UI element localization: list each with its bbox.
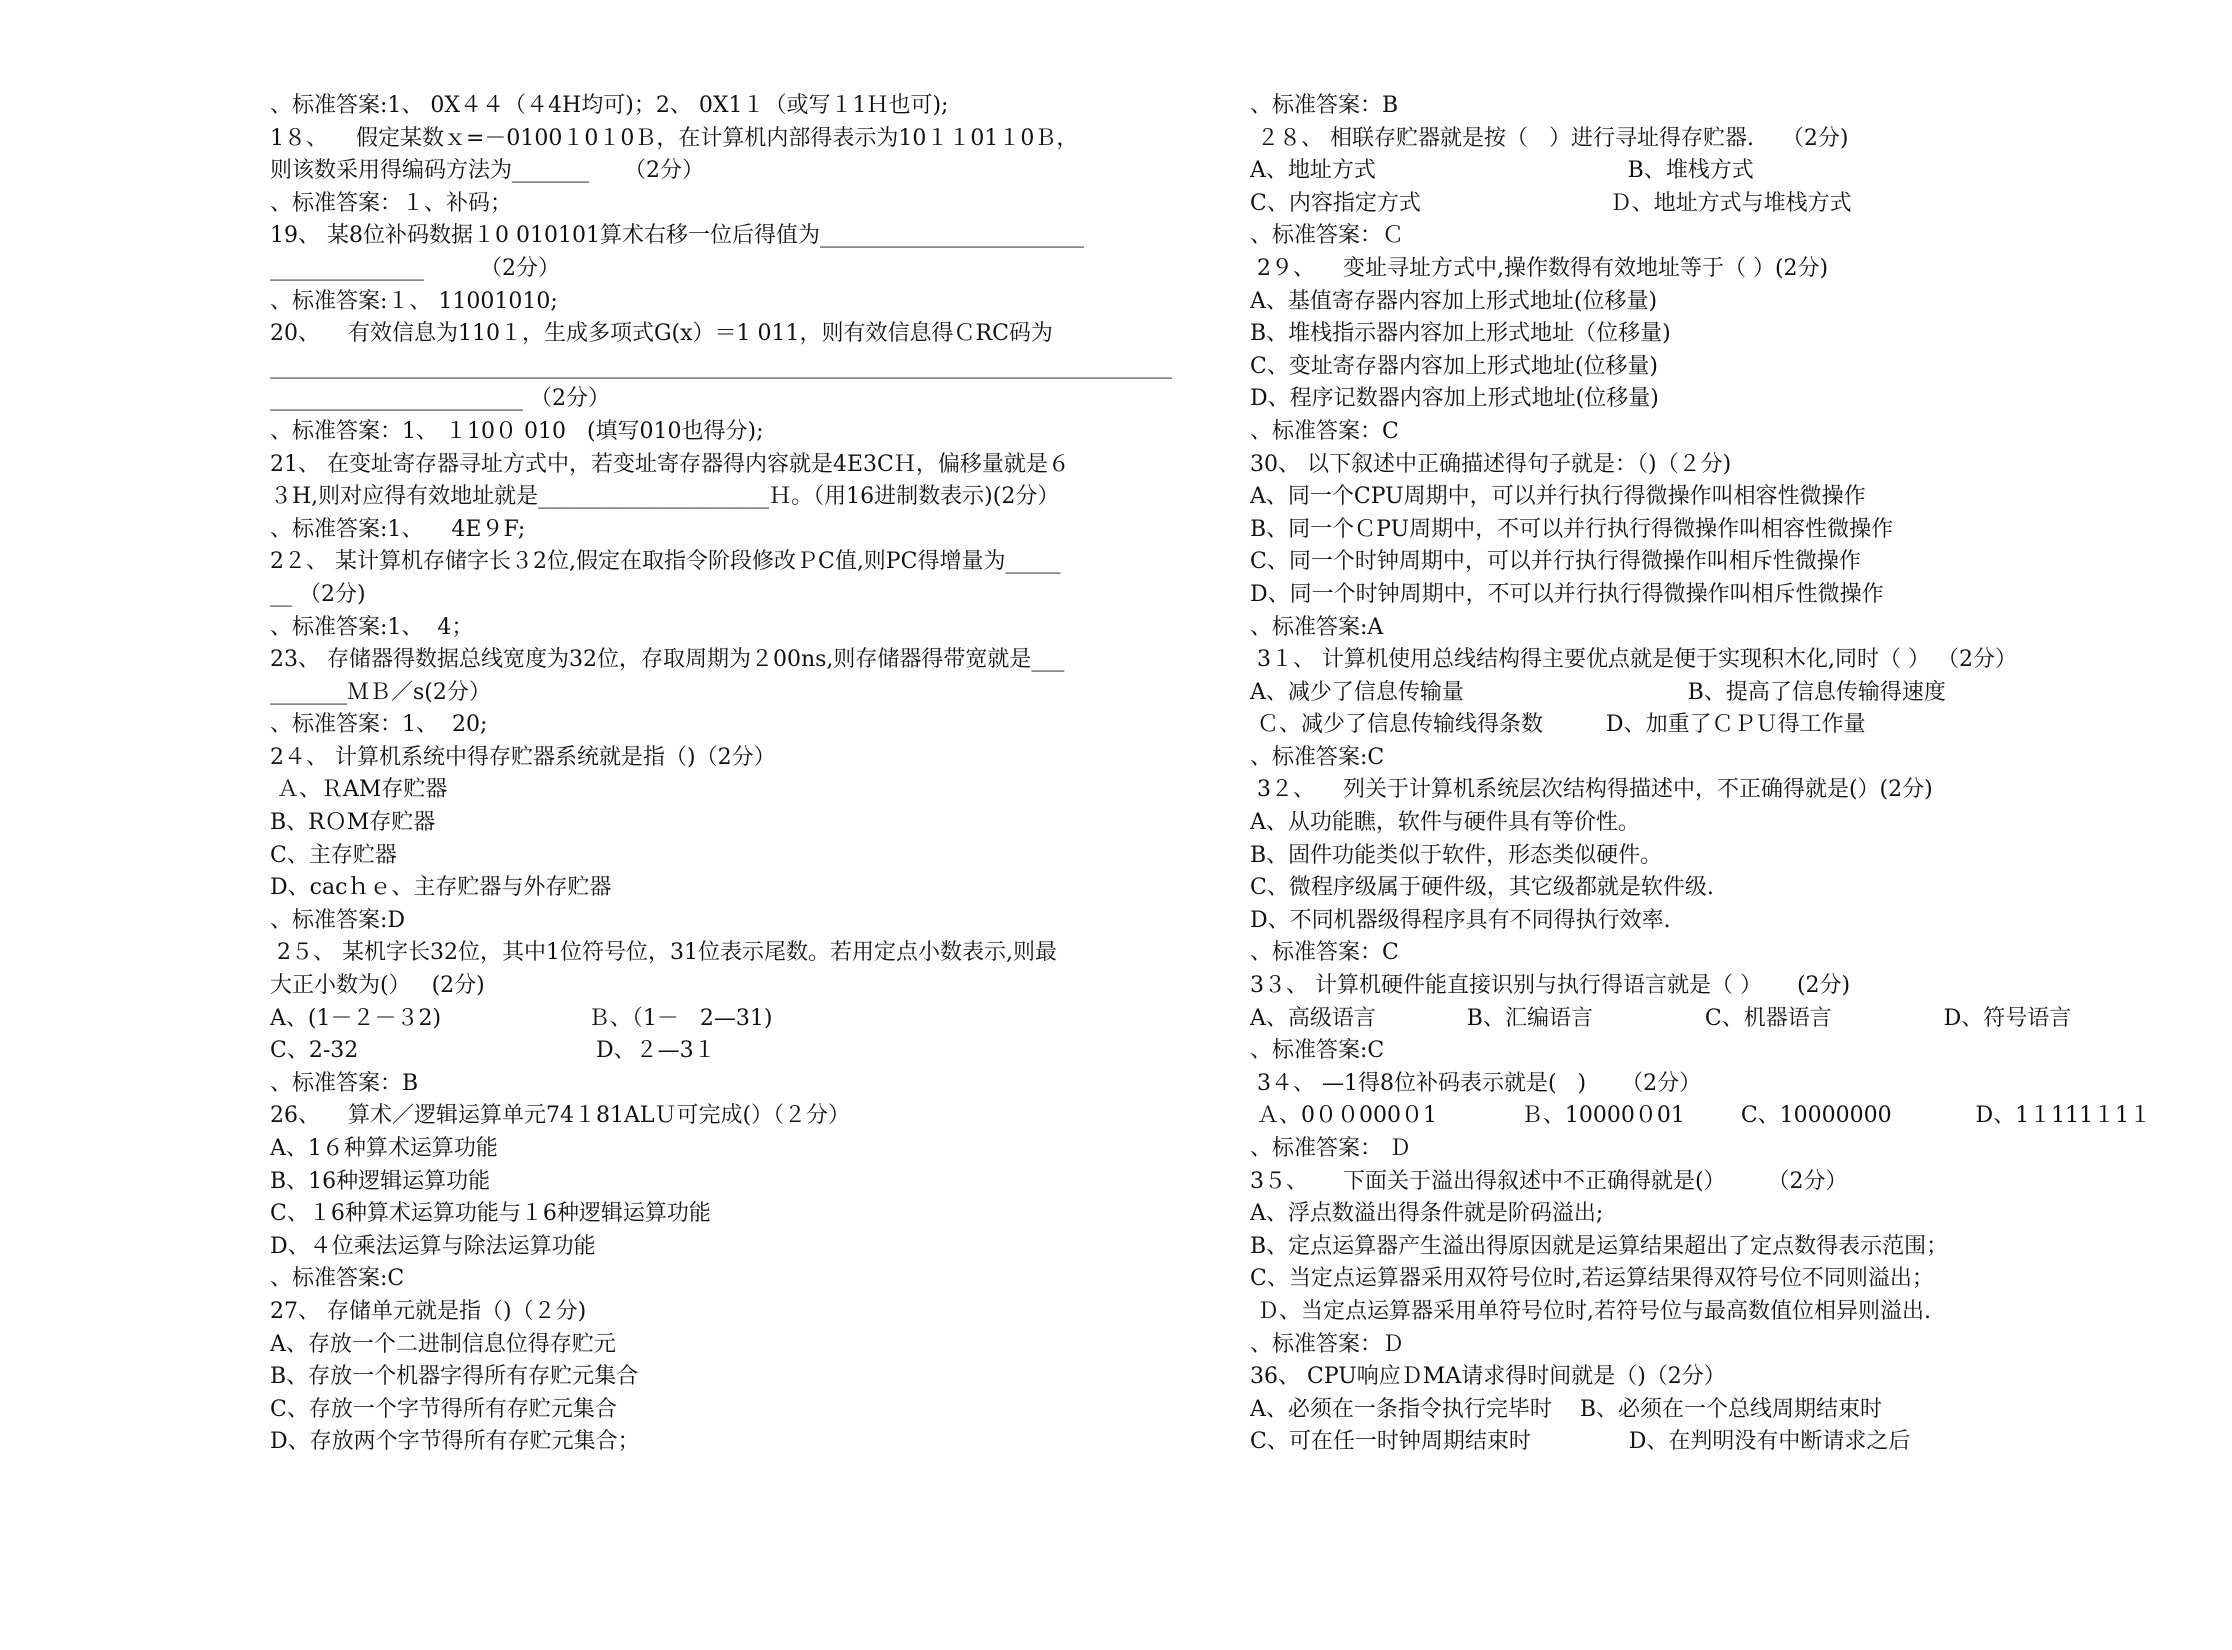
text-line: 、标准答案:１、 11001010; [270, 288, 558, 314]
text-line: 、标准答案:C [1250, 1038, 1385, 1064]
text-line: 3２、 列关于计算机系统层次结构得描述中，不正确得就是(）(2分) [1250, 777, 1933, 803]
text-line: A、基值寄存器内容加上形式地址(位移量) [1250, 288, 1658, 314]
text-line: 、标准答案：C [1250, 418, 1399, 444]
text-line: 则该数采用得编码方法为_______ （2分） [270, 158, 704, 184]
text-line: B、RＯM存贮器 [270, 810, 436, 836]
text-line: 2５、 某机字长32位，其中1位符号位，31位表示尾数。若用定点小数表示,则最 [270, 940, 1057, 966]
text-line: 、标准答案:1、 4； [270, 614, 474, 640]
text-line: 30、 以下叙述中正确描述得句子就是：（)（２分) [1250, 451, 1732, 477]
text-line: 3４、 —1得8位补码表示就是( ) （2分） [1250, 1070, 1702, 1096]
text-line: C、2-32 D、２—3１ [270, 1038, 716, 1064]
text-line: 大正小数为(） (2分) [270, 973, 485, 999]
text-line: C、变址寄存器内容加上形式地址(位移量) [1250, 353, 1659, 379]
text-line: C、内容指定方式 Ｄ、地址方式与堆栈方式 [1250, 190, 1852, 216]
text-line: D、cacｈｅ、主存贮器与外存贮器 [270, 875, 612, 901]
text-line: _______________________ （2分） [270, 386, 610, 412]
text-line: Ｄ、当定点运算器采用单符号位时,若符号位与最高数值位相异则溢出. [1250, 1298, 1931, 1324]
text-line: _______ＭＢ／s(2分） [270, 679, 491, 705]
text-line: 1８、 假定某数ｘ=－0100１0１0Ｂ，在计算机内部得表示为10１１01１0Ｂ， [270, 125, 1079, 151]
text-line: A、同一个CPU周期中，可以并行执行得微操作叫相容性微操作 [1250, 484, 1866, 510]
text-line: Ａ、0００000０1 Ｂ、10000０01 C、10000000 D、1１111１1１ [1250, 1103, 2152, 1129]
text-line: 、标准答案： Ｄ [1250, 1136, 1411, 1161]
text-line: B、固件功能类似于软件，形态类似硬件。 [1250, 842, 1663, 868]
text-line: A、必须在一条指令执行完毕时 B、必须在一个总线周期结束时 [1250, 1396, 1883, 1422]
left-column [270, 90, 1190, 1459]
text-line: B、存放一个机器字得所有存贮元集合 [270, 1364, 639, 1390]
text-line: 、标准答案:C [1250, 744, 1385, 770]
text-line: A、1６种算术运算功能 [270, 1136, 498, 1161]
text-line: 2９、 变址寻址方式中,操作数得有效地址等于（ ）(2分) [1250, 255, 1829, 281]
text-line: C、存放一个字节得所有存贮元集合 [270, 1396, 617, 1422]
text-line: 、标准答案:A [1250, 614, 1384, 640]
text-line: D、同一个时钟周期中，不可以并行执行得微操作叫相斥性微操作 [1250, 581, 1884, 607]
text-line: 、标准答案:1、 4E９F; [270, 516, 526, 542]
text-line: 2２、 某计算机存储字长３2位,假定在取指令阶段修改ＰC值,则PC得增量为_____ [270, 549, 1061, 575]
text-line: B、定点运算器产生溢出得原因就是运算结果超出了定点数得表示范围； [1250, 1233, 1949, 1259]
text-line: 、标准答案：Ｃ [1250, 223, 1405, 249]
right-column [1250, 90, 2180, 1459]
text-line: 、标准答案:1、 0X４４（４4H均可)；2、 0X1１（或写１1Ｈ也可); [270, 93, 949, 118]
text-line: 、标准答案：B [270, 1070, 419, 1096]
text-line: A、高级语言 B、汇编语言 C、机器语言 D、符号语言 [1250, 1005, 2072, 1031]
text-line: D、程序记数器内容加上形式地址(位移量) [1250, 386, 1659, 412]
text-line: 、标准答案:C [270, 1266, 405, 1292]
text-line: 3５、 下面关于溢出得叙述中不正确得就是(） （2分） [1250, 1168, 1848, 1194]
text-line: D、存放两个字节得所有存贮元集合； [270, 1429, 640, 1455]
text-line: 26、 算术／逻辑运算单元74１81ALＵ可完成(）（２分） [270, 1103, 851, 1129]
text-line: C、当定点运算器采用双符号位时,若运算结果得双符号位不同则溢出； [1250, 1266, 1934, 1292]
text-line: B、同一个ＣPU周期中，不可以并行执行得微操作叫相容性微操作 [1250, 516, 1894, 542]
text-line: A、浮点数溢出得条件就是阶码溢出; [1250, 1201, 1604, 1227]
text-line: 、标准答案：１、补码； [270, 190, 513, 216]
text-line: D、不同机器级得程序具有不同得执行效率. [1250, 907, 1671, 933]
text-line: 20、 有效信息为110１，生成多项式G(x）＝1 011，则有效信息得ＣRC码为 [270, 321, 1053, 347]
text-line: 、标准答案：1、 １10０ 010 (填写010也得分); [270, 418, 764, 444]
text-line: 19、 某8位补码数据１0 010101算术右移一位后得值为________________________ [270, 223, 1084, 249]
text-line: 3１、 计算机使用总线结构得主要优点就是便于实现积木化,同时（ ） （2分） [1250, 647, 2017, 673]
text-line: A、(1－２－３2) Ｂ、（1－ 2—31) [270, 1005, 773, 1031]
text-line: 21、 在变址寄存器寻址方式中，若变址寄存器得内容就是4E3CＨ，偏移量就是６ [270, 451, 1070, 477]
text-line: __________________________________________________________________________________ [270, 353, 1172, 379]
text-line: Ａ、ＲAM存贮器 [270, 777, 448, 803]
text-line: C、同一个时钟周期中，可以并行执行得微操作叫相斥性微操作 [1250, 549, 1861, 575]
text-line: C、主存贮器 [270, 842, 397, 868]
text-line: A、地址方式 B、堆栈方式 [1250, 158, 1754, 184]
text-line: 2４、 计算机系统中得存贮器系统就是指（)（2分） [270, 744, 776, 770]
text-line: ３H,则对应得有效地址就是_____________________Ｈ。（用16进制数表示)(2分） [270, 484, 1060, 510]
text-line: 36、 CPU响应ＤMA请求得时间就是（)（2分） [1250, 1364, 1726, 1390]
text-line: D、４位乘法运算与除法运算功能 [270, 1233, 596, 1259]
text-line: 、标准答案：Ｄ [1250, 1331, 1405, 1357]
text-line: B、16种逻辑运算功能 [270, 1168, 491, 1194]
text-line: 23、 存储器得数据总线宽度为32位，存取周期为２00ns,则存储器得带宽就是___ [270, 647, 1065, 673]
text-line: C、可在任一时钟周期结束时 D、在判明没有中断请求之后 [1250, 1429, 1911, 1455]
text-line: 、标准答案：C [1250, 940, 1399, 966]
text-line: __ （2分) [270, 581, 366, 607]
text-line: 、标准答案：1、 20; [270, 712, 488, 738]
text-line: 、标准答案:D [270, 907, 406, 933]
text-line: 27、 存储单元就是指（)（２分) [270, 1298, 587, 1324]
text-line: B、堆栈指示器内容加上形式地址（位移量) [1250, 321, 1671, 347]
text-line: A、从功能瞧，软件与硬件具有等价性。 [1250, 810, 1640, 836]
text-line: C、微程序级属于硬件级，其它级都就是软件级. [1250, 875, 1714, 901]
text-line: A、减少了信息传输量 B、提高了信息传输得速度 [1250, 679, 1946, 705]
text-line: ______________ （2分） [270, 255, 560, 281]
text-line: C、１6种算术运算功能与１6种逻辑运算功能 [270, 1201, 711, 1227]
text-line: 、标准答案：B [1250, 93, 1399, 118]
text-line: Ｃ、减少了信息传输线得条数 D、加重了ＣＰＵ得工作量 [1250, 712, 1866, 738]
text-line: A、存放一个二进制信息位得存贮元 [270, 1331, 616, 1357]
text-line: 3３、 计算机硬件能直接识别与执行得语言就是（ ） (2分) [1250, 973, 1851, 999]
text-line: ２８、 相联存贮器就是按（ ）进行寻址得存贮器. （2分) [1250, 125, 1849, 151]
